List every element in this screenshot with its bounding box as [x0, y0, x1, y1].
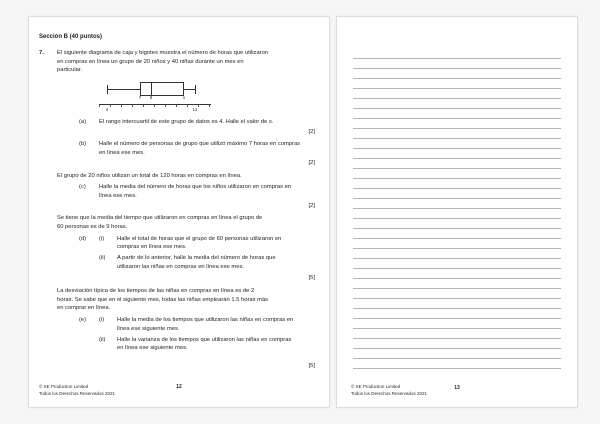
part-e-i-label: (i) [99, 317, 105, 324]
question-intro: El siguiente diagrama de caja y bigotes muestra el número de horas que utilizaron en compras en línea un grupo de 20 niños y 40 niñas durante un mes en particular. [57, 50, 269, 74]
boxplot-median-line [151, 82, 152, 96]
rights-line: Todos los Derechos Reservados 2021 [39, 391, 116, 397]
part-d-label: (d) [79, 235, 87, 242]
part-d-marks: [5] [308, 275, 315, 282]
boxplot-box [140, 82, 184, 96]
copyright-line: © SE Production Limited [39, 383, 89, 389]
question-page [28, 16, 330, 408]
part-e-ii-label: (ii) [99, 336, 106, 343]
boxplot-min-cap [107, 85, 108, 94]
boxplot-left-whisker [107, 89, 140, 90]
part-e-label: (e) [79, 317, 87, 324]
part-b-marks: [2] [308, 159, 315, 166]
right-page-number: 13 [454, 385, 460, 391]
question-number: 7. [39, 50, 44, 56]
note-group-mean: Se tiene que la media del tiempo que utilizaron en compras en línea el grupo de 60 personas es de 9 horas. [57, 215, 263, 230]
part-c [79, 183, 315, 200]
question-7 [39, 49, 315, 375]
boxplot-median-label: 8 [149, 95, 153, 101]
part-c-label: (c) [79, 184, 86, 191]
part-e-ii [99, 336, 315, 353]
note-boys-total: El grupo de 20 niños utilizan un total de 120 horas en compras en línea. [57, 172, 242, 179]
boxplot-max-cap [195, 85, 196, 94]
part-d-ii-label: (ii) [99, 255, 106, 261]
part-d-i-label: (i) [99, 235, 105, 242]
boxplot-axis-right-label: 12 [192, 107, 198, 113]
part-b [79, 140, 315, 157]
boxplot-axis-left-label: 4 [105, 107, 109, 113]
answer-lines [353, 49, 561, 374]
part-d-i-text: Halle el total de horas que el grupo de 60 personas utilizaron en compras en línea ese mes. [117, 235, 282, 251]
question-body [57, 49, 315, 375]
boxplot-right-whisker [184, 89, 195, 90]
section-header: Sección B (40 puntos) [39, 34, 103, 40]
copyright-line: © SE Production Limited [351, 383, 401, 389]
part-e-marks: [5] [308, 362, 315, 369]
part-e-i [99, 316, 315, 333]
part-a [79, 118, 315, 127]
part-b-label: (b) [79, 141, 87, 148]
part-c-marks: [2] [308, 202, 315, 209]
part-e-ii-text: Halle la varianza de los tiempos que utilizaron las niñas en compras en línea ese siguiente mes. [117, 336, 292, 352]
boxplot-q3-label: s [182, 95, 186, 101]
part-d-ii [99, 254, 315, 271]
note-standard-deviation: La desviación típica de los tiempos de las niñas en compras en línea es de 2 horas. Se sabe que en el siguiente mes, todas las niñas emplearán 1.5 horas más en comprar en línea. [57, 288, 269, 312]
boxplot-figure [91, 79, 221, 111]
part-b-text: Halle el número de personas de grupo que utilizó máximo 7 horas en compras en línea ese mes. [99, 141, 301, 157]
part-a-text: El rango intercuartil de este grupo de datos es 4. Halle el valor de s. [99, 119, 274, 126]
part-e-i-text: Halle la media de los tiempos que utilizaron las niñas en compras en línea ese siguiente mes. [117, 317, 294, 332]
left-page-number: 12 [176, 383, 182, 390]
part-a-marks: [2] [308, 128, 315, 135]
part-d-ii-text: A partir de lo anterior, halle la media del número de horas que utilizaron las niñas en compras en línea ese mes. [117, 255, 276, 270]
part-d-i [99, 235, 315, 252]
answer-page [336, 16, 578, 408]
part-e-subparts [99, 316, 315, 355]
part-e [79, 316, 315, 355]
part-d [79, 235, 315, 274]
rights-line: Todos los Derechos Reservados 2021 [351, 391, 428, 397]
part-c-text: Halle la media del número de horas que los niños utilizaron en compras en línea ese mes. [99, 184, 292, 199]
part-a-label: (a) [79, 119, 87, 126]
part-d-subparts [99, 235, 315, 274]
boxplot-q1-label: 7 [138, 95, 142, 101]
